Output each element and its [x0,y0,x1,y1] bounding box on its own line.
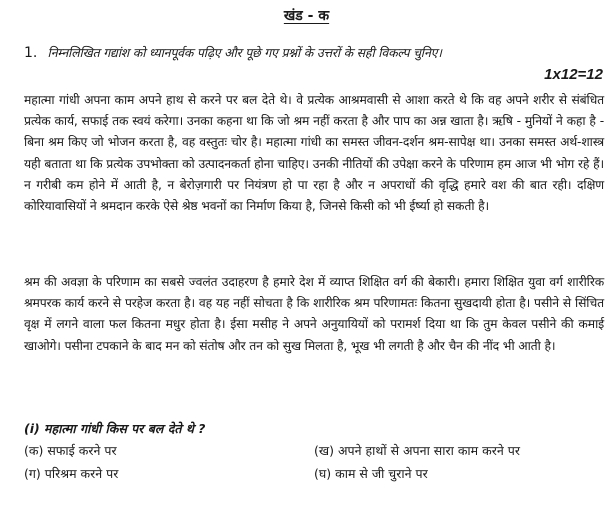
question-instruction: निम्नलिखित गद्यांश को ध्यानपूर्वक पढ़िए और पूछे गए प्रश्नों के उत्तरों के सही विकल्प चुनिए। [47,45,442,60]
section-heading [0,6,613,25]
option-gha[interactable]: (घ) काम से जी चुराने पर [314,466,428,481]
answer-options [24,442,604,483]
section-title: खंड - क [283,8,330,24]
marks-label: 1x12=12 [544,66,603,83]
sub-question-label: (i) महात्मा गांधी किस पर बल देते थे ? [24,421,206,436]
question-number: 1. [24,45,38,61]
passage-paragraph-1: महात्मा गांधी अपना काम अपने हाथ से करने पर बल देते थे। वे प्रत्येक आश्रमवासी से आशा करते थे कि वह अपने शरीर से संबंधित प्रत्येक कार्य, सफाई तक स्वयं करेगा। उनका कहना था कि जो श्रम नहीं करता है और पाप का अन्न खाता है। ऋषि - मुनियों ने कहा है - बिना श्रम किए जो भोजन करता है, वह वस्तुतः चोर है। महात्मा गांधी का समस्त जीवन-दर्शन श्रम-सापेक्ष था। उनका समस्त अर्थ-शास्त्र यही बताता था कि प्रत्येक उपभोक्ता को उत्पादनकर्ता होना चाहिए। उनकी नीतियों की उपेक्षा करने के परिणाम हम आज भी भोग रहे हैं। न गरीबी कम होने में आती है, न बेरोज़गारी पर नियंत्रण हो पा रहा है और न अपराधों की वृद्धि हमारे वश की बात रही। दक्षिण कोरियावासियों ने श्रमदान करके ऐसे श्रेष्ठ भवनों का निर्माण किया है, जिनसे किसी को भी ईर्ष्या हो सकती है। [24,93,604,214]
passage-paragraph-2: श्रम की अवज्ञा के परिणाम का सबसे ज्वलंत उदाहरण है हमारे देश में व्याप्त शिक्षित वर्ग की बेकारी। हमारा शिक्षित युवा वर्ग शारीरिक श्रमपरक कार्य करने से परहेज करता है। वह यह नहीं सोचता है कि शारीरिक श्रम परिणामतः कितना सुखदायी होता है। पसीने से सिंचित वृक्ष में लगने वाला फल कितना मधुर होता है। ईसा मसीह ने अपने अनुयायियों को परामर्श दिया था कि तुम केवल पसीने की कमाई खाओगे। पसीना टपकाने के बाद मन को संतोष और तन को सुख मिलता है, भूख भी लगती है और चैन की नींद भी आती है। [24,275,604,353]
question-header [24,44,604,63]
option-ga[interactable]: (ग) परिश्रम करने पर [24,466,119,481]
option-ka[interactable]: (क) सफाई करने पर [24,443,117,458]
option-kha[interactable]: (ख) अपने हाथों से अपना सारा काम करने पर [314,443,520,458]
